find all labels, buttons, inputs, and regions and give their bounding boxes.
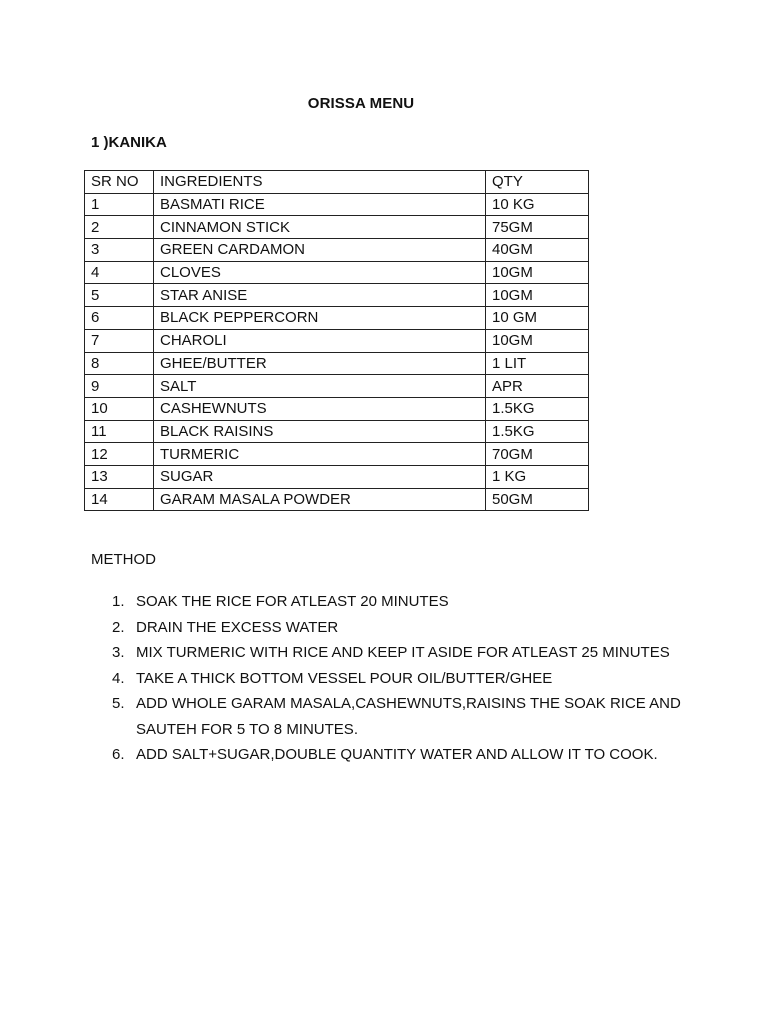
step-number: 5. — [112, 695, 125, 712]
table-row — [85, 216, 589, 239]
cell-sr-no: 9 — [85, 375, 154, 398]
table-row — [85, 261, 589, 284]
step-text: MIX TURMERIC WITH RICE AND KEEP IT ASIDE FOR ATLEAST 25 MINUTES — [136, 644, 670, 661]
table-row — [85, 352, 589, 375]
step-text: ADD WHOLE GARAM MASALA,CASHEWNUTS,RAISINS THE SOAK RICE AND SAUTEH FOR 5 TO 8 MINUTES. — [136, 695, 681, 738]
step-number: 3. — [112, 644, 125, 661]
cell-qty: 70GM — [486, 443, 589, 466]
cell-qty: 1 LIT — [486, 352, 589, 375]
header-sr-no: SR NO — [85, 171, 154, 194]
ingredients-table-body — [85, 171, 589, 511]
cell-ingredient: SUGAR — [154, 465, 486, 488]
header-ingredients: INGREDIENTS — [154, 171, 486, 194]
method-step — [91, 640, 681, 666]
table-row — [85, 284, 589, 307]
ingredients-table — [84, 170, 589, 511]
cell-qty: 1.5KG — [486, 397, 589, 420]
table-row — [85, 443, 589, 466]
cell-sr-no: 1 — [85, 193, 154, 216]
document-title: ORISSA MENU — [307, 95, 415, 112]
cell-qty: 10GM — [486, 261, 589, 284]
cell-qty: 1 KG — [486, 465, 589, 488]
cell-ingredient: BASMATI RICE — [154, 193, 486, 216]
cell-sr-no: 8 — [85, 352, 154, 375]
cell-ingredient: TURMERIC — [154, 443, 486, 466]
cell-ingredient: GHEE/BUTTER — [154, 352, 486, 375]
table-row — [85, 488, 589, 511]
step-text: ADD SALT+SUGAR,DOUBLE QUANTITY WATER AND ALLOW IT TO COOK. — [136, 746, 658, 763]
cell-ingredient: GREEN CARDAMON — [154, 239, 486, 262]
cell-sr-no: 6 — [85, 307, 154, 330]
header-qty: QTY — [486, 171, 589, 194]
step-text: DRAIN THE EXCESS WATER — [136, 618, 339, 636]
cell-sr-no: 5 — [85, 284, 154, 307]
table-header-row — [85, 171, 589, 194]
cell-ingredient: CHAROLI — [154, 329, 486, 352]
method-step — [91, 589, 681, 615]
cell-ingredient: STAR ANISE — [154, 284, 486, 307]
method-step — [91, 691, 681, 742]
method-steps-list — [91, 589, 681, 768]
table-row — [85, 397, 589, 420]
cell-qty: APR — [486, 375, 589, 398]
cell-sr-no: 10 — [85, 397, 154, 420]
cell-sr-no: 2 — [85, 216, 154, 239]
step-number: 2. — [112, 618, 125, 636]
method-step — [91, 666, 681, 692]
step-number: 4. — [112, 669, 125, 687]
cell-ingredient: CLOVES — [154, 261, 486, 284]
recipe-heading: 1 )KANIKA — [91, 134, 167, 151]
step-number: 6. — [112, 746, 125, 763]
cell-qty: 50GM — [486, 488, 589, 511]
cell-ingredient: CINNAMON STICK — [154, 216, 486, 239]
cell-ingredient: GARAM MASALA POWDER — [154, 488, 486, 511]
step-text: SOAK THE RICE FOR ATLEAST 20 MINUTES — [136, 593, 449, 610]
cell-qty: 75GM — [486, 216, 589, 239]
table-row — [85, 239, 589, 262]
table-row — [85, 375, 589, 398]
step-text: TAKE A THICK BOTTOM VESSEL POUR OIL/BUTTER/GHEE — [136, 669, 553, 687]
table-row — [85, 329, 589, 352]
cell-ingredient: BLACK RAISINS — [154, 420, 486, 443]
table-row — [85, 193, 589, 216]
method-step — [91, 742, 681, 768]
method-label: METHOD — [91, 551, 156, 568]
step-number: 1. — [112, 593, 125, 610]
cell-qty: 1.5KG — [486, 420, 589, 443]
method-step — [91, 615, 681, 641]
cell-qty: 10GM — [486, 284, 589, 307]
table-row — [85, 465, 589, 488]
table-row — [85, 307, 589, 330]
cell-qty: 10 KG — [486, 193, 589, 216]
cell-ingredient: BLACK PEPPERCORN — [154, 307, 486, 330]
cell-qty: 10 GM — [486, 307, 589, 330]
cell-ingredient: SALT — [154, 375, 486, 398]
cell-sr-no: 4 — [85, 261, 154, 284]
cell-sr-no: 12 — [85, 443, 154, 466]
cell-sr-no: 13 — [85, 465, 154, 488]
cell-ingredient: CASHEWNUTS — [154, 397, 486, 420]
cell-sr-no: 3 — [85, 239, 154, 262]
cell-qty: 40GM — [486, 239, 589, 262]
cell-qty: 10GM — [486, 329, 589, 352]
cell-sr-no: 11 — [85, 420, 154, 443]
cell-sr-no: 7 — [85, 329, 154, 352]
cell-sr-no: 14 — [85, 488, 154, 511]
table-row — [85, 420, 589, 443]
